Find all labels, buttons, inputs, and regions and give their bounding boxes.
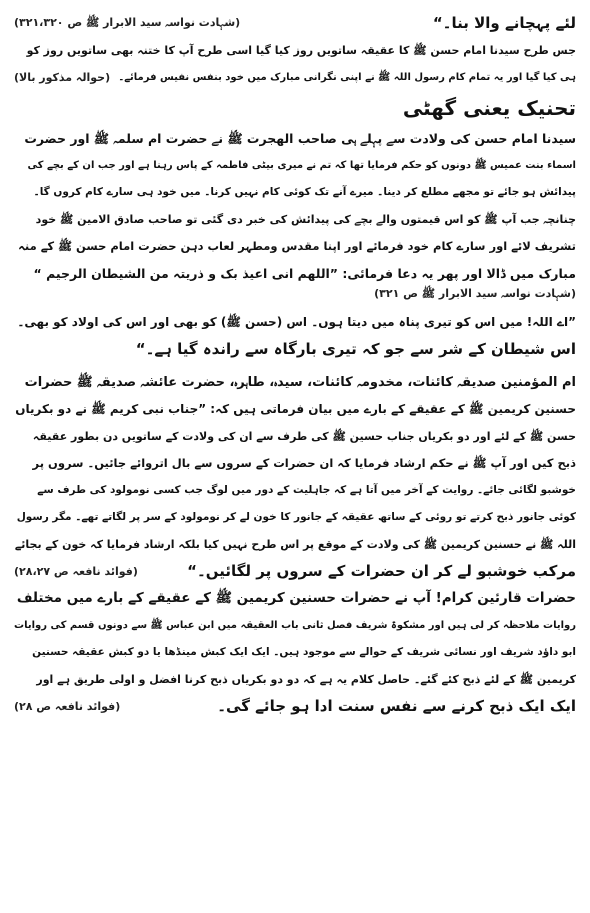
text-line: اس شیطان کے شر سے جو کہ تیری بارگاہ سے راندہ گیا ہے۔“ — [135, 340, 576, 358]
reference-top: (شہادت نواسہ سید الابرار ﷺ ص ۳۲۱،۳۲۰) — [14, 15, 241, 29]
text-line: ذبح کیں اور آپ ﷺ نے حکم ارشاد فرمایا کہ ان حضرات کے سروں سے بال اتروائے جائیں۔ سروں پر — [32, 456, 576, 470]
text-line: ابو داؤد شریف اور نسائی شریف کے حوالے سے موجود ہیں۔ ایک ایک کبش مینڈھا یا دو کبش عقیقہ حسنین — [32, 646, 576, 658]
top-row — [14, 10, 576, 37]
text-line: مبارک میں ڈالا اور پھر یہ دعا فرمائی: ”اللھم انی اعیذ بک و ذریتہ من الشیطان الرجیم “ — [33, 266, 576, 281]
text-line: خوشبو لگائی جائے۔ روایت کے آخر میں آتا ہے کہ جاہلیت کے دور میں لوگ جب کسی نومولود کی طرف سے — [37, 484, 576, 496]
text-line: سیدنا امام حسن کی ولادت سے پہلے ہی صاحب الھجرت ﷺ نے حضرت ام سلمہ ﷺ اور حضرت — [24, 131, 576, 146]
paragraph-tahneek — [14, 125, 576, 303]
paragraph-aisha-narration — [14, 369, 576, 585]
text-line: ام المؤمنین صدیقہ کائنات، مخدومہ کائنات، سیدہ، طاہرہ، حضرت عائشہ صدیقہ ﷺ حضرات — [24, 375, 576, 390]
quote-dua-translation — [14, 309, 576, 363]
text-row-with-reference — [14, 558, 576, 585]
text-line: ایک ایک ذبح کرنے سے نفس سنت ادا ہو جائے گی۔ — [217, 697, 576, 715]
text-line: جس طرح سیدنا امام حسن ﷺ کا عقیقہ ساتویں روز کیا گیا اسی طرح آپ کا ختنہ بھی ساتویں روز کو — [26, 44, 576, 57]
text-line: اسماء بنت عمیس ﷺ دونوں کو حکم فرمایا تھا کہ تم نے میری بیٹی فاطمہ کے پاس رہنا ہے اور جب ان کے بچے کی — [27, 160, 576, 171]
text-line: مرکب خوشبو لے کر ان حضرات کے سروں پر لگائیں۔“ — [187, 562, 576, 580]
reference-shahadat: (شہادت نواسہ سید الابرار ﷺ ص ۳۲۱) — [374, 287, 576, 300]
reference-fawaid: (فوائد نافعہ ص ۲۸،۲۷) — [14, 565, 138, 578]
text-line: ہی کیا گیا اور یہ تمام کام رسول اللہ ﷺ نے اپنی نگرانی مبارک میں خود بنفس نفیس فرمائے۔ — [118, 72, 576, 83]
text-line: حسن ﷺ کے لئے اور دو بکریاں جناب حسین ﷺ کی طرف سے ان کی ولادت کے ساتویں دن بطور عقیقہ — [32, 430, 576, 443]
text-row-with-reference — [14, 64, 576, 91]
text-line: حسنین کریمین ﷺ کے عقیقے کے بارے میں بیان فرماتی ہیں کہ: ”جناب نبی کریم ﷺ نے دو بکریاں — [15, 402, 576, 416]
text-line: کوئی جانور ذبح کرتے تو روئی کے ساتھ عقیقہ کے جانور کا خون لے کر نومولود کے سر پر لگاتے تھے۔ مگر رسول — [16, 511, 576, 523]
text-line: ”اے اللہ! میں اس کو تیری پناہ میں دیتا ہوں۔ اس (حسن ﷺ) کو بھی اور اس کی اولاد کو بھی۔ — [17, 315, 576, 329]
text-line: پیدائش ہو جائے تو مجھے مطلع کر دینا۔ میرے آنے تک کوئی کام نہیں کرنا۔ میں خود ہی سارے کام کروں گا۔ — [33, 186, 576, 198]
text-line: اللہ ﷺ نے حسنین کریمین ﷺ کی ولادت کے موقع پر اس طرح نہیں کیا بلکہ ارشاد فرمایا کہ خون کے بجائے — [14, 538, 576, 551]
paragraph-aqiqa-khatna — [14, 37, 576, 91]
text-line: چنانچہ جب آپ ﷺ کو اس قیمتوں والے بچے کی پیدائش کی خبر دی گئی تو صاحب صادق الامین ﷺ خود — [35, 213, 576, 226]
continued-line: لئے پہچانے والا بنا۔“ — [432, 14, 576, 32]
reference-fawaid-end: (فوائد نافعہ ص ۲۸) — [14, 700, 121, 713]
section-heading: تحنیک یعنی گھٹی — [402, 96, 576, 120]
text-line: حضرات قارئین کرام! آپ نے حضرات حسنین کریمین ﷺ کے عقیقے کے بارے میں مختلف — [16, 590, 576, 606]
reference-mazkoor: (حوالہ مذکور بالا) — [14, 71, 111, 84]
text-line: تشریف لائے اور سارے کام خود فرمائے اور اپنا مقدس ومطہر لعاب دہن حضرت امام حسن ﷺ کے منہ — [18, 239, 576, 253]
text-line: روایات ملاحظہ کر لی ہیں اور مشکوۃ شریف فصل ثانی باب العقیقہ میں ابن عباس ﷺ سے دونوں قسم کی روایات — [14, 620, 576, 631]
text-row-with-reference — [14, 693, 576, 720]
paragraph-conclusion — [14, 585, 576, 720]
text-line: کریمین ﷺ کے لئے ذبح کئے گئے۔ حاصل کلام یہ ہے کہ دو دو بکریاں ذبح کرنا افضل و اولی طریق ہے اور — [36, 673, 576, 686]
